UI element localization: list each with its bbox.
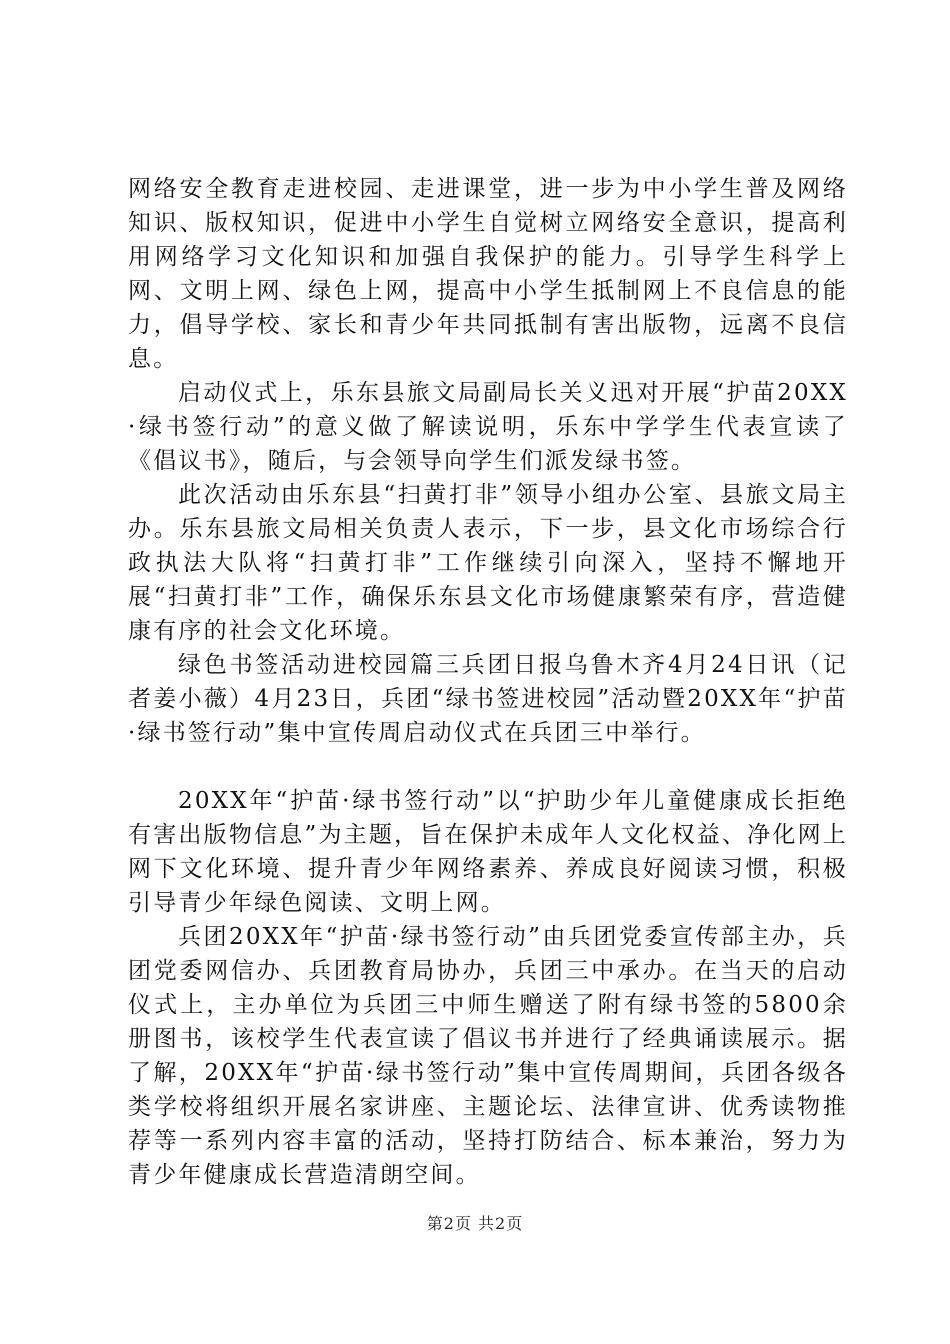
document-body	[128, 172, 848, 1192]
paragraph-5: 20XX年“护苗·绿书签行动”以“护助少年儿童健康成长拒绝有害出版物信息”为主题，旨在保护未成年人文化权益、净化网上网下文化环境、提升青少年网络素养、养成良好阅读习惯，积极引导青少年绿色阅读、文明上网。	[128, 788, 848, 916]
paragraph-4: 绿色书签活动进校园篇三兵团日报乌鲁木齐4月24日讯（记者姜小薇）4月23日，兵团“绿书签进校园”活动暨20XX年“护苗·绿书签行动”集中宣传周启动仪式在兵团三中举行。	[128, 652, 848, 746]
paragraph-3: 此次活动由乐东县“扫黄打非”领导小组办公室、县旅文局主办。乐东县旅文局相关负责人表示，下一步，县文化市场综合行政执法大队将“扫黄打非”工作继续引向深入，坚持不懈地开展“扫黄打非”工作，确保乐东县文化市场健康繁荣有序，营造健康有序的社会文化环境。	[128, 482, 848, 644]
paragraph-6: 兵团20XX年“护苗·绿书签行动”由兵团党委宣传部主办，兵团党委网信办、兵团教育局协办，兵团三中承办。在当天的启动仪式上，主办单位为兵团三中师生赠送了附有绿书签的5800余册图书，该校学生代表宣读了倡议书并进行了经典诵读展示。据了解，20XX年“护苗·绿书签行动”集中宣传周期间，兵团各级各类学校将组织开展名家讲座、主题论坛、法律宣讲、优秀读物推荐等一系列内容丰富的活动，坚持打防结合、标本兼治，努力为青少年健康成长营造清朗空间。	[128, 924, 848, 1188]
paragraph-spacer	[128, 750, 848, 784]
page-footer: 第2页 共2页	[426, 1214, 524, 1233]
paragraph-2: 启动仪式上，乐东县旅文局副局长关义迅对开展“护苗20XX·绿书签行动”的意义做了解读说明，乐东中学学生代表宣读了《倡议书》，随后，与会领导向学生们派发绿书签。	[128, 380, 848, 474]
paragraph-1: 网络安全教育走进校园、走进课堂，进一步为中小学生普及网络知识、版权知识，促进中小学生自觉树立网络安全意识，提高利用网络学习文化知识和加强自我保护的能力。引导学生科学上网、文明上网、绿色上网，提高中小学生抵制网上不良信息的能力，倡导学校、家长和青少年共同抵制有害出版物，远离不良信息。	[128, 176, 848, 372]
